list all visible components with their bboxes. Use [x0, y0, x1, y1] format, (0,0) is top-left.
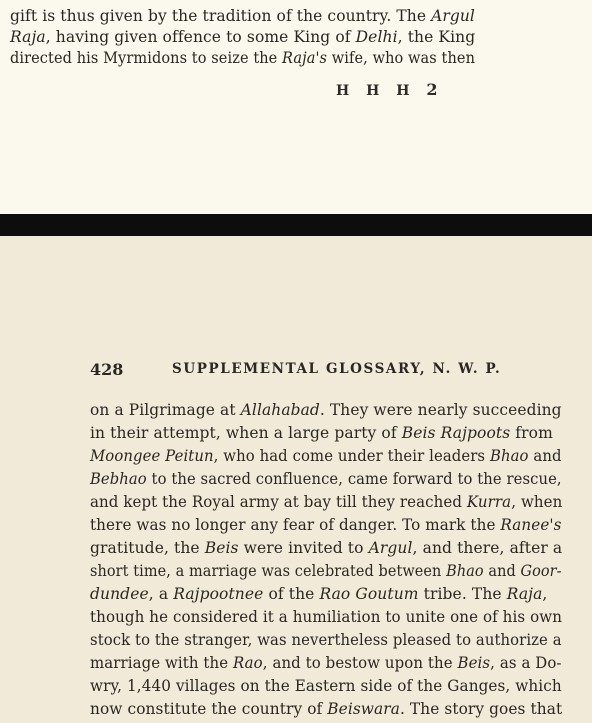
italic-run: Beiswara: [327, 700, 400, 718]
text-run: now constitute the country of: [90, 700, 328, 718]
text-run: wife, who was then: [327, 49, 476, 67]
body-text-line: [90, 400, 562, 420]
body-text-line: [90, 515, 562, 535]
italic-run: Bebhao: [90, 470, 147, 488]
body-text-line: [90, 492, 562, 512]
body-text-line: [90, 469, 562, 489]
body-text-line: [90, 630, 562, 650]
text-run: tribe. The: [418, 585, 507, 603]
italic-run: Allahabad: [240, 401, 320, 419]
body-text-line: [90, 584, 547, 604]
italic-run: Rajpootnee: [173, 585, 264, 603]
top-text-line: [10, 48, 475, 68]
italic-run: Kurra: [466, 493, 512, 511]
text-run: , when: [511, 493, 563, 511]
text-run: , the King: [397, 28, 476, 46]
text-run: , a: [148, 585, 174, 603]
italic-run: Rao Goutum: [319, 585, 419, 603]
italic-run: Argul: [431, 7, 475, 25]
italic-run: Raja: [506, 585, 543, 603]
signature-letters: H H H: [336, 83, 416, 99]
italic-run: Raja: [10, 28, 46, 46]
text-run: directed his Myrmidons to seize the: [10, 49, 283, 67]
text-run: marriage with the: [90, 654, 233, 672]
text-run: , and there, after a: [412, 539, 563, 557]
text-run: gift is thus given by the tradition of the country. The: [10, 7, 432, 25]
italic-run: Beis: [204, 539, 239, 557]
text-run: from: [510, 424, 553, 442]
italic-run: Ranee's: [500, 516, 562, 534]
text-run: . The story goes that: [399, 700, 563, 718]
body-text-line: [90, 446, 562, 466]
italic-run: Rao: [232, 654, 263, 672]
text-run: stock to the stranger, was nevertheless pleased to authorize a: [90, 631, 562, 649]
text-run: to the sacred confluence, came forward to the rescue,: [146, 470, 562, 488]
italic-run: Delhi: [355, 28, 398, 46]
body-text-line: [90, 607, 562, 627]
text-run: and: [528, 447, 562, 465]
page-divider: [0, 214, 592, 236]
italic-run: Beis: [457, 654, 491, 672]
text-run: and: [483, 562, 521, 580]
text-run: were invited to: [238, 539, 369, 557]
text-run: in their attempt, when a large party of: [90, 424, 402, 442]
text-run: , as a Do-: [490, 654, 562, 672]
text-run: wry, 1,440 villages on the Eastern side of the Ganges, which: [90, 677, 562, 695]
body-text-line: [90, 699, 562, 719]
top-text-line: [10, 27, 475, 47]
text-run: . They were nearly succeeding: [319, 401, 562, 419]
top-page-fragment: [0, 0, 592, 214]
italic-run: Raja's: [282, 49, 328, 67]
text-run: of the: [263, 585, 320, 603]
text-run: gratitude, the: [90, 539, 205, 557]
running-head: SUPPLEMENTAL GLOSSARY, N. W. P.: [172, 361, 502, 377]
text-run: , and to bestow upon the: [262, 654, 458, 672]
text-run: there was no longer any fear of danger. To mark the: [90, 516, 501, 534]
text-run: , having given offence to some King of: [45, 28, 356, 46]
text-run: , who had come under their leaders: [213, 447, 490, 465]
signature-number: 2: [426, 80, 438, 99]
body-text-line: [90, 676, 562, 696]
italic-run: dundee: [90, 585, 149, 603]
body-text-line: [90, 538, 562, 558]
text-run: though he considered it a humiliation to unite one of his own: [90, 608, 563, 626]
body-text-line: [90, 423, 553, 443]
page-number: 428: [90, 360, 124, 379]
italic-run: Beis Rajpoots: [401, 424, 511, 442]
body-text-line: [90, 561, 562, 581]
text-run: ,: [542, 585, 548, 603]
italic-run: Bhao: [446, 562, 484, 580]
text-run: on a Pilgrimage at: [90, 401, 241, 419]
top-text-line: [10, 6, 475, 26]
signature-mark: [336, 80, 437, 99]
italic-run: Goor-: [520, 562, 562, 580]
italic-run: Argul: [368, 539, 413, 557]
italic-run: Bhao: [489, 447, 529, 465]
italic-run: Moongee Peitun: [90, 447, 214, 465]
body-text-line: [90, 653, 562, 673]
text-run: and kept the Royal army at bay till they reached: [90, 493, 467, 511]
text-run: short time, a marriage was celebrated between: [90, 562, 447, 580]
